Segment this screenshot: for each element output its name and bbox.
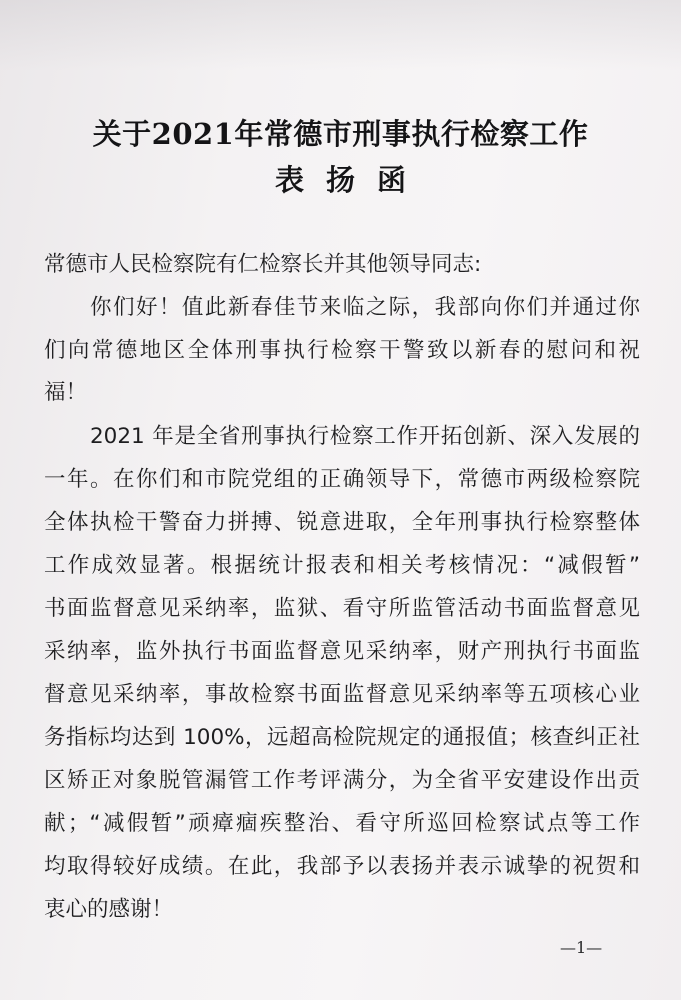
body-line: 福！ (44, 380, 88, 405)
body-line: 一年。在你们和市院党组的正确领导下，常德市两级检察院 (44, 467, 640, 492)
salutation: 常德市人民检察院有仁检察长并其他领导同志: (44, 252, 482, 277)
body-line: 们向常德地区全体刑事执行检察干警致以新春的慰问和祝 (44, 338, 640, 363)
body-line: 督意见采纳率，事故检察书面监督意见采纳率等五项核心业 (44, 682, 640, 707)
body-line: 书面监督意见采纳率，监狱、看守所监管活动书面监督意见 (44, 596, 640, 621)
body-line: 区矫正对象脱管漏管工作考评满分，为全省平安建设作出贡 (44, 768, 640, 793)
body-line: 献；“减假暂”顽瘴痼疾整治、看守所巡回检察试点等工作 (44, 811, 640, 836)
body-line: 务指标均达到 100%，远超高检院规定的通报值；核查纠正社 (44, 725, 640, 750)
page-number: —1— (560, 938, 603, 957)
body-line: 采纳率，监外执行书面监督意见采纳率，财产刑执行书面监 (44, 639, 640, 664)
page-shadow (0, 0, 681, 70)
body-line: 工作成效显著。根据统计报表和相关考核情况：“减假暂” (44, 553, 640, 578)
document-title-line-1: 关于2021年常德市刑事执行检察工作 (92, 117, 589, 151)
document-title-line-2: 表扬函 (274, 163, 428, 197)
body-line: 你们好！值此新春佳节来临之际，我部向你们并通过你 (90, 295, 640, 320)
body-line: 2021 年是全省刑事执行检察工作开拓创新、深入发展的 (90, 424, 640, 449)
body-line: 衷心的感谢！ (44, 897, 174, 922)
body-line: 均取得较好成绩。在此，我部予以表扬并表示诚挚的祝贺和 (44, 854, 640, 879)
body-line: 全体执检干警奋力拼搏、锐意进取，全年刑事执行检察整体 (44, 510, 640, 535)
